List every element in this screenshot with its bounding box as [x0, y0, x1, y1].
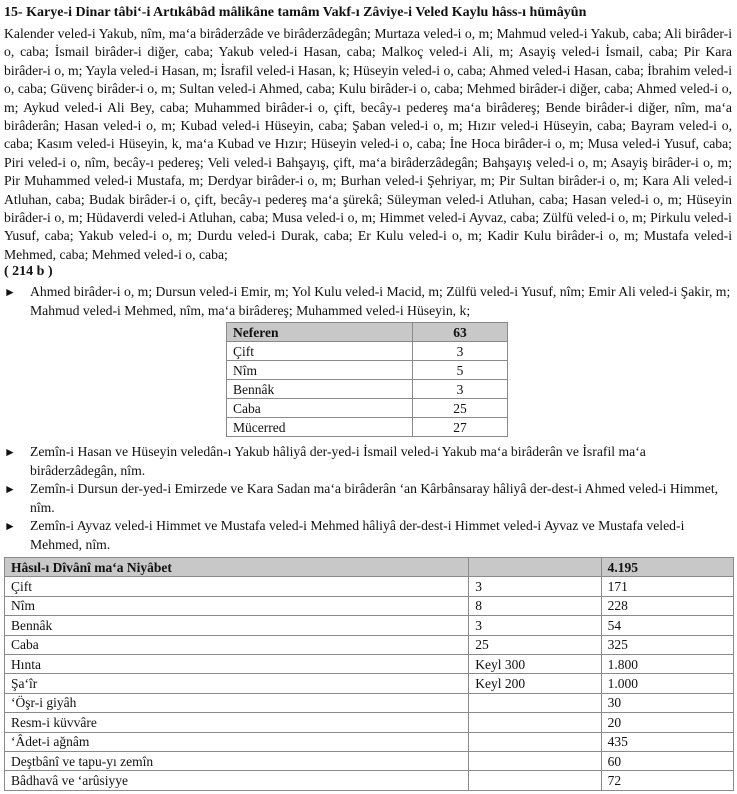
row-mid — [469, 771, 601, 790]
triangle-bullet-icon: ► — [4, 482, 16, 496]
row-value: 5 — [413, 361, 508, 380]
row-mid: 8 — [469, 596, 601, 615]
table-row — [5, 596, 734, 615]
table-row — [5, 771, 734, 790]
triangle-bullet-icon: ► — [4, 519, 16, 533]
header-mid — [469, 558, 601, 577]
row-value: 171 — [601, 577, 733, 596]
header-value: 63 — [413, 323, 508, 342]
row-value: 3 — [413, 342, 508, 361]
row-value: 325 — [601, 635, 733, 654]
table-row — [227, 399, 508, 418]
bullet-item-4 — [4, 517, 732, 554]
table-row — [5, 751, 734, 770]
bullet-text: Zemîn-i Ayvaz veled-i Himmet ve Mustafa veled-i Mehmed hâliyâ der-dest-i Himmet veled-i Ayvaz ve Mustafa veled-i Mehmed, nîm. — [30, 518, 685, 552]
header-value: 4.195 — [601, 558, 733, 577]
bullet-item-2 — [4, 443, 732, 480]
row-label: Mücerred — [227, 418, 413, 437]
row-mid: Keyl 200 — [469, 674, 601, 693]
triangle-bullet-icon: ► — [4, 285, 16, 299]
row-label: Çift — [5, 577, 469, 596]
row-label: Resm-i küvvâre — [5, 713, 469, 732]
row-value: 1.800 — [601, 654, 733, 673]
header-label: Neferen — [227, 323, 413, 342]
row-label: Nîm — [227, 361, 413, 380]
triangle-bullet-icon: ► — [4, 445, 16, 459]
row-label: Çift — [227, 342, 413, 361]
header-label: Hâsıl-ı Dîvânî ma‘a Niyâbet — [5, 558, 469, 577]
row-mid — [469, 693, 601, 712]
row-value: 54 — [601, 616, 733, 635]
bullet-text: Zemîn-i Hasan ve Hüseyin veledân-ı Yakub hâliyâ der-yed-i İsmail veled-i Yakub ma‘a birâderân ve İsrafil ma‘a birâderzâdegân, nîm. — [30, 444, 646, 478]
folio-number: ( 214 b ) — [4, 264, 53, 279]
neferen-table — [226, 322, 508, 437]
row-mid: 3 — [469, 616, 601, 635]
table-header-row — [5, 558, 734, 577]
table-row — [227, 361, 508, 380]
table-row — [227, 380, 508, 399]
register-paragraph: Kalender veled-i Yakub, nîm, ma‘a birâderzâde ve birâderzâdegân; Murtaza veled-i o, m; Mahmud veled-i Yakub, caba; Ali birâder-i o, caba; İsmail birâder-i diğer, caba; Yakub veled-i Hasan, caba; Malkoç veled-i Ali, m; Asayiş veled-i İsmail, caba; Pir Kara birâder-i o, m; Yayla veled-i Hasan, m; İsrafil veled-i Hasan, k; Hüseyin veled-i o, caba; Ahmed veled-i Hasan, caba; İbrahim veled-i o, caba; Güvenç birâder-i o, m; Sultan veled-i Ahmed, caba; Kulu birâder-i o, caba; Mehmed birâder-i diğer, caba; Ahmed veled-i o, m; Aykud veled-i Ali Bey, caba; Muhammed birâder-i o, çift, becây-ı pedereş ma‘a birâdereş; Bende birâder-i diğer, nîm, ma‘a birâderân; Hasan veled-i o, m; Kubad veled-i Hüseyin, caba; Şaban veled-i o, m; Hızır veled-i Hüseyin, caba; Bayram veled-i o, caba; Kasım veled-i Hüseyin, k, ma‘a Kubad ve Hızır; Hüseyin veled-i o, caba; İne Hoca birâder-i o, m; Musa veled-i Yusuf, caba; Piri veled-i o, nîm, becây-ı pedereş; Veli veled-i Bahşayış, çift, ma‘a birâderzâdegân; Bahşayış veled-i o, m; Asayiş birâder-i o, m; Pir Muhammed veled-i Mustafa, m; Derdyar birâder-i o, m; Burhan veled-i Şehriyar, m; Pir Sultan birâder-i o, m; Kara Ali veled-i Atluhan, caba; Budak birâder-i o, çift, becây-ı pedereş ma‘a şürekâ; Süleyman veled-i Atluhan, caba; Hasan veled-i o, m; Hüseyin birâder-i o, m; Hüdaverdi veled-i Atluhan, caba; Musa veled-i o, m; Himmet veled-i Ayvaz, caba; Zülfü veled-i o, m; Pirkulu veled-i Yusuf, caba; Yakub veled-i o, m; Durdu veled-i Durak, caba; Er Kulu veled-i o, m; Kadir Kulu birâder-i o, m; Mustafa veled-i Mehmed, caba; Mehmed veled-i o, caba; — [4, 26, 732, 262]
bullet-item-1 — [4, 283, 732, 320]
row-value: 60 — [601, 751, 733, 770]
table-row — [5, 635, 734, 654]
row-mid — [469, 751, 601, 770]
row-value: 25 — [413, 399, 508, 418]
row-label: Deştbânî ve tapu-yı zemîn — [5, 751, 469, 770]
table-row — [5, 616, 734, 635]
table-row — [5, 693, 734, 712]
row-label: Bâdhavâ ve ‘arûsiyye — [5, 771, 469, 790]
row-value: 30 — [601, 693, 733, 712]
table-row — [227, 418, 508, 437]
row-label: Bennâk — [5, 616, 469, 635]
row-value: 3 — [413, 380, 508, 399]
row-mid: 25 — [469, 635, 601, 654]
row-value: 1.000 — [601, 674, 733, 693]
row-label: Caba — [5, 635, 469, 654]
row-mid — [469, 732, 601, 751]
table-row — [5, 577, 734, 596]
table-row — [227, 342, 508, 361]
row-mid: Keyl 300 — [469, 654, 601, 673]
row-mid: 3 — [469, 577, 601, 596]
bullet-text: Zemîn-i Dursun der-yed-i Emirzede ve Kara Sadan ma‘a birâderân ‘an Kârbânsaray hâliyâ der-dest-i Ahmed veled-i Himmet, nîm. — [30, 481, 719, 515]
row-value: 20 — [601, 713, 733, 732]
row-value: 228 — [601, 596, 733, 615]
row-value: 27 — [413, 418, 508, 437]
table-row — [5, 654, 734, 673]
row-label: ‘Âdet-i ağnâm — [5, 732, 469, 751]
row-value: 435 — [601, 732, 733, 751]
row-label: ‘Öşr-i giyâh — [5, 693, 469, 712]
row-label: Caba — [227, 399, 413, 418]
table-row — [5, 732, 734, 751]
table-header-row — [227, 323, 508, 342]
row-label: Şa‘îr — [5, 674, 469, 693]
bullet-item-3 — [4, 480, 732, 517]
hasil-table — [4, 557, 734, 791]
row-mid — [469, 713, 601, 732]
table-row — [5, 674, 734, 693]
row-label: Bennâk — [227, 380, 413, 399]
table-row — [5, 713, 734, 732]
page-title: 15- Karye-i Dinar tâbi‘-i Artıkâbâd mâlikâne tamâm Vakf-ı Zâviye-i Veled Kaylu hâss-ı hümâyûn — [4, 5, 587, 20]
row-label: Hınta — [5, 654, 469, 673]
bullet-text: Ahmed birâder-i o, m; Dursun veled-i Emir, m; Yol Kulu veled-i Macid, m; Zülfü veled-i Yusuf, nîm; Emir Ali veled-i Şakir, m; Mahmud veled-i Mehmed, nîm, ma‘a birâdereş; Muhammed veled-i Hüseyin, k; — [30, 284, 731, 318]
row-label: Nîm — [5, 596, 469, 615]
row-value: 72 — [601, 771, 733, 790]
